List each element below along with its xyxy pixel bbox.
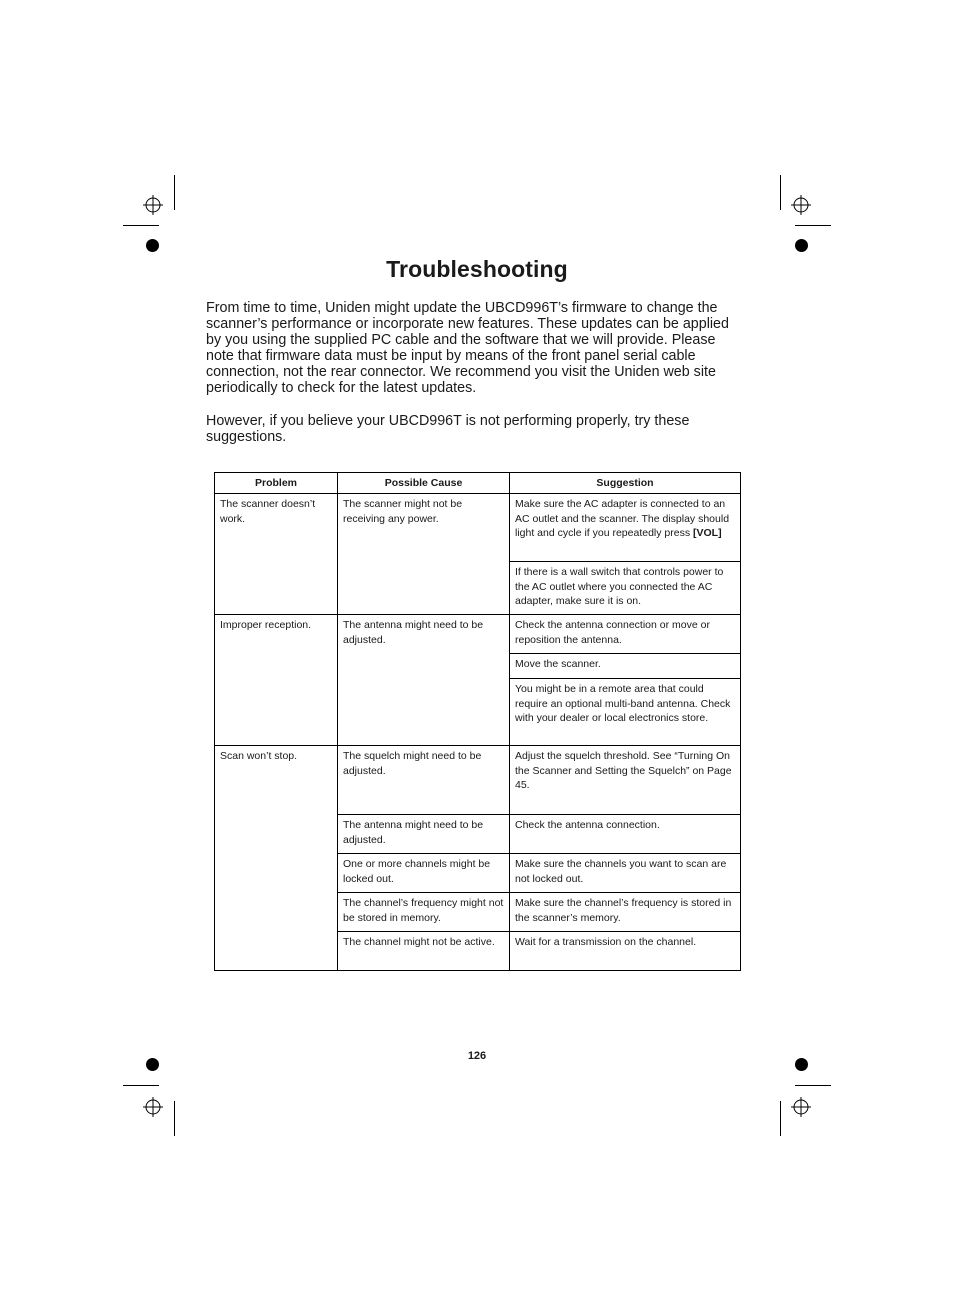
registration-dot-icon: [146, 239, 159, 252]
suggestion-cell: Check the antenna connection.: [510, 815, 741, 854]
page-title: Troubleshooting: [386, 256, 568, 282]
page-number: 126: [467, 1050, 487, 1062]
table-header-row: [215, 473, 741, 494]
registration-target-icon: [143, 195, 163, 215]
cause-cell: The channel’s frequency might not be stored in memory.: [338, 893, 510, 932]
suggestion-cell: [510, 494, 741, 562]
suggestion-cell: If there is a wall switch that controls power to the AC outlet where you connected the AC adapter, make sure it is on.: [510, 562, 741, 615]
intro-paragraph: From time to time, Uniden might update the UBCD996T’s firmware to change the scanner’s performance or incorporate new features. These updates can be applied by you using the supplied PC cable and the software that we will provide. Please note that firmware data must be input by means of the front panel serial cable connection, not the rear connector. We recommend you visit the Uniden web site periodically to check for the latest updates.: [206, 300, 729, 397]
registration-target-icon: [143, 1097, 163, 1117]
suggestion-cell: Check the antenna connection or move or reposition the antenna.: [510, 615, 741, 654]
cause-cell: The antenna might need to be adjusted.: [338, 815, 510, 854]
suggestion-text: Make sure the AC adapter is connected to an AC outlet and the scanner. The display should light and cycle if you repeatedly press: [515, 498, 730, 540]
table-row: [215, 615, 741, 654]
suggestion-cell: Make sure the channel’s frequency is stored in the scanner’s memory.: [510, 893, 741, 932]
problem-cell: Scan won’t stop.: [215, 746, 338, 971]
registration-target-icon: [791, 195, 811, 215]
table-row: [215, 494, 741, 562]
cause-cell: The channel might not be active.: [338, 932, 510, 971]
cause-cell: The antenna might need to be adjusted.: [338, 615, 510, 746]
header-possible-cause: Possible Cause: [338, 473, 510, 494]
suggestion-cell: You might be in a remote area that could require an optional multi-band antenna. Check with your dealer or local electronics store.: [510, 679, 741, 746]
problem-cell: The scanner doesn’t work.: [215, 494, 338, 615]
header-suggestion: Suggestion: [510, 473, 741, 494]
suggestion-cell: Adjust the squelch threshold. See “Turning On the Scanner and Setting the Squelch” on Page 45.: [510, 746, 741, 815]
suggestion-cell: Make sure the channels you want to scan are not locked out.: [510, 854, 741, 893]
suggestion-cell: Move the scanner.: [510, 654, 741, 679]
registration-dot-icon: [795, 239, 808, 252]
problem-cell: Improper reception.: [215, 615, 338, 746]
suggestion-cell: Wait for a transmission on the channel.: [510, 932, 741, 971]
cause-cell: One or more channels might be locked out.: [338, 854, 510, 893]
troubleshooting-table: [214, 472, 741, 971]
cause-cell: The scanner might not be receiving any power.: [338, 494, 510, 615]
header-problem: Problem: [215, 473, 338, 494]
registration-target-icon: [791, 1097, 811, 1117]
vol-key-label: [VOL]: [693, 527, 722, 540]
table-row: [215, 746, 741, 815]
second-paragraph: However, if you believe your UBCD996T is not performing properly, try these suggestions.: [206, 413, 690, 446]
cause-cell: The squelch might need to be adjusted.: [338, 746, 510, 815]
